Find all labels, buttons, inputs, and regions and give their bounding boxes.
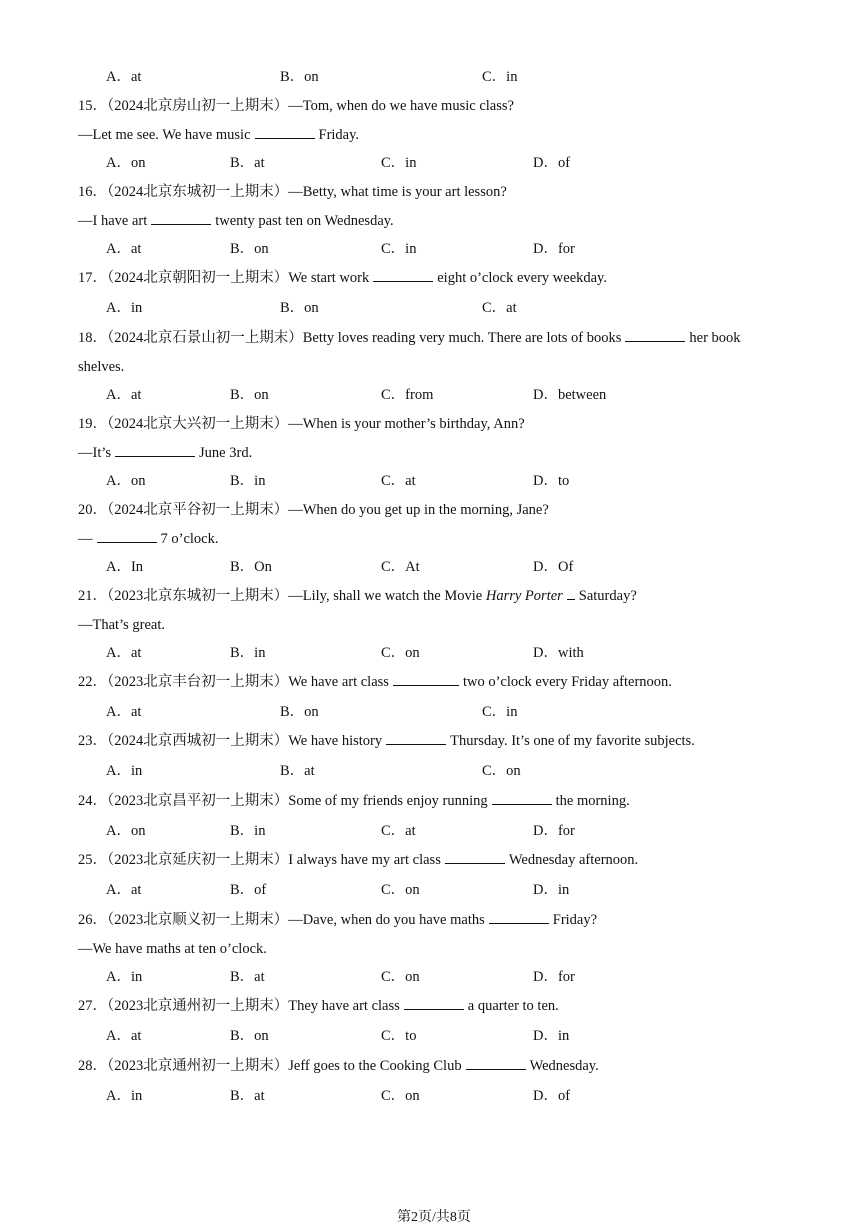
answer-blank (97, 541, 157, 543)
option-b: B．on (230, 241, 269, 257)
text-segment: two o’clock every Friday afternoon. (462, 674, 672, 690)
options-row (0, 466, 868, 496)
options-row (0, 1081, 868, 1111)
text-segment: Saturday? (578, 588, 637, 604)
option-a: A．at (106, 882, 142, 898)
option-c: C．on (381, 969, 420, 985)
question-line (0, 120, 868, 150)
answer-blank (386, 743, 446, 745)
text-segment: Thursday. It’s one of my favorite subjects. (450, 733, 695, 749)
question-text (78, 206, 394, 236)
option-a: A．at (106, 704, 142, 720)
question-line (0, 323, 868, 353)
text-segment: 22．（2023北京丰台初一上期末）We have art class (78, 674, 389, 690)
answer-blank (255, 137, 315, 139)
page-footer: 第2页/共8页 (397, 1210, 471, 1225)
question-text (78, 905, 597, 935)
question-text (78, 438, 252, 468)
question-line (0, 524, 868, 554)
options-row (0, 293, 868, 323)
question-line (0, 610, 868, 640)
option-c: C．on (482, 763, 521, 779)
question-text (78, 120, 359, 150)
option-b: B．at (230, 969, 265, 985)
text-segment: 21．（2023北京东城初一上期末）—Lily, shall we watch the Movie (78, 588, 486, 604)
option-b: B．on (230, 1028, 269, 1044)
option-c: C．in (381, 241, 417, 257)
options-row (0, 148, 868, 178)
option-d: D．for (533, 969, 575, 985)
text-segment: 24．（2023北京昌平初一上期末）Some of my friends enjoy running (78, 793, 488, 809)
answer-blank (151, 223, 211, 225)
answer-blank (625, 340, 685, 342)
option-d: D．Of (533, 559, 574, 575)
text-segment: —We have maths at ten o’clock. (78, 941, 267, 957)
text-segment: 7 o’clock. (160, 531, 219, 547)
text-segment: 15．（2024北京房山初一上期末）—Tom, when do we have music class? (78, 98, 514, 114)
question-text (78, 323, 741, 353)
text-segment: Friday. (318, 127, 360, 143)
option-b: B．in (230, 823, 266, 839)
option-c: C．at (482, 300, 517, 316)
question-line (0, 786, 868, 816)
option-d: D．of (533, 155, 571, 171)
question-text (78, 409, 525, 439)
text-segment: Friday? (552, 912, 598, 928)
text-segment: 19．（2024北京大兴初一上期末）—When is your mother’s birthday, Ann? (78, 416, 525, 432)
text-segment: shelves. (78, 359, 125, 375)
question-line (0, 409, 868, 439)
text-segment: eight o’clock every weekday. (437, 270, 607, 286)
option-c: C．in (482, 69, 518, 85)
option-a: A．at (106, 241, 142, 257)
question-text (78, 845, 638, 875)
option-b: B．of (230, 882, 267, 898)
option-b: B．at (230, 155, 265, 171)
question-line (0, 845, 868, 875)
text-segment: 17．（2024北京朝阳初一上期末）We start work (78, 270, 370, 286)
question-text (78, 495, 549, 525)
text-segment: Wednesday. (529, 1058, 599, 1074)
text-segment: twenty past ten on Wednesday. (215, 213, 394, 229)
option-c: C．at (381, 823, 416, 839)
options-row (0, 962, 868, 992)
question-line (0, 263, 868, 293)
text-segment: 18．（2024北京石景山初一上期末）Betty loves reading very much. There are lots of books (78, 330, 622, 346)
option-a: A．at (106, 387, 142, 403)
question-text (78, 177, 507, 207)
text-segment: a quarter to ten. (467, 998, 559, 1014)
option-b: B．in (230, 473, 266, 489)
options-row (0, 380, 868, 410)
option-a: A．on (106, 155, 146, 171)
question-line (0, 1051, 868, 1081)
question-text (78, 991, 559, 1021)
question-line (0, 726, 868, 756)
question-text (78, 352, 124, 382)
text-segment: 26．（2023北京顺义初一上期末）—Dave, when do you have maths (78, 912, 485, 928)
option-d: D．with (533, 645, 584, 661)
option-c: C．on (381, 1088, 420, 1104)
text-segment: —Let me see. We have music (78, 127, 251, 143)
option-d: D．for (533, 823, 575, 839)
option-b: B．at (280, 763, 315, 779)
option-d: D．in (533, 882, 570, 898)
text-segment: the morning. (555, 793, 630, 809)
text-segment: 20．（2024北京平谷初一上期末）—When do you get up in the morning, Jane? (78, 502, 549, 518)
option-a: A．in (106, 763, 143, 779)
option-b: B．On (230, 559, 272, 575)
question-text (78, 786, 630, 816)
question-line (0, 581, 868, 611)
text-segment: June 3rd. (199, 445, 253, 461)
option-a: A．in (106, 969, 143, 985)
answer-blank (466, 1068, 526, 1070)
question-line (0, 667, 868, 697)
option-a: A．in (106, 1088, 143, 1104)
answer-blank (489, 922, 549, 924)
question-line (0, 177, 868, 207)
option-a: A．at (106, 69, 142, 85)
text-segment: 27．（2023北京通州初一上期末）They have art class (78, 998, 400, 1014)
question-text (78, 610, 165, 640)
question-text (78, 934, 267, 964)
question-line (0, 934, 868, 964)
option-c: C．to (381, 1028, 417, 1044)
question-line (0, 905, 868, 935)
option-a: A．In (106, 559, 144, 575)
question-text (78, 91, 514, 121)
question-line (0, 352, 868, 382)
option-c: C．in (482, 704, 518, 720)
text-segment: 25．（2023北京延庆初一上期末）I always have my art class (78, 852, 441, 868)
option-d: D．in (533, 1028, 570, 1044)
options-row (0, 816, 868, 846)
italic-title-text: Harry Porter (485, 588, 563, 604)
answer-blank (492, 803, 552, 805)
option-a: A．on (106, 823, 146, 839)
option-b: B．on (280, 300, 319, 316)
option-d: D．to (533, 473, 570, 489)
options-row (0, 552, 868, 582)
text-segment: her book (689, 330, 741, 346)
answer-blank (445, 862, 505, 864)
option-d: D．between (533, 387, 607, 403)
text-segment: — (78, 531, 93, 547)
option-a: A．on (106, 473, 146, 489)
options-row (0, 756, 868, 786)
question-line (0, 206, 868, 236)
option-c: C．from (381, 387, 434, 403)
option-c: C．on (381, 882, 420, 898)
question-line (0, 495, 868, 525)
option-a: A．at (106, 1028, 142, 1044)
option-a: A．in (106, 300, 143, 316)
answer-blank (115, 455, 195, 457)
text-segment: 23．（2024北京西城初一上期末）We have history (78, 733, 383, 749)
answer-blank (393, 684, 459, 686)
option-d: D．for (533, 241, 575, 257)
option-c: C．at (381, 473, 416, 489)
option-b: B．on (230, 387, 269, 403)
question-line (0, 991, 868, 1021)
option-b: B．in (230, 645, 266, 661)
question-text (78, 581, 637, 611)
question-text (78, 726, 695, 756)
option-c: C．on (381, 645, 420, 661)
options-row (0, 697, 868, 727)
options-row (0, 234, 868, 264)
option-b: B．on (280, 69, 319, 85)
text-segment: —I have art (78, 213, 148, 229)
options-row (0, 1021, 868, 1051)
options-row (0, 62, 868, 92)
question-text (78, 524, 218, 554)
option-b: B．at (230, 1088, 265, 1104)
answer-blank (567, 598, 575, 600)
option-c: C．At (381, 559, 420, 575)
question-line (0, 438, 868, 468)
options-row (0, 638, 868, 668)
answer-blank (373, 280, 433, 282)
option-a: A．at (106, 645, 142, 661)
option-c: C．in (381, 155, 417, 171)
question-text (78, 1051, 599, 1081)
question-text (78, 263, 607, 293)
answer-blank (404, 1008, 464, 1010)
option-d: D．of (533, 1088, 571, 1104)
text-segment: 16．（2024北京东城初一上期末）—Betty, what time is your art lesson? (78, 184, 507, 200)
text-segment: 28．（2023北京通州初一上期末）Jeff goes to the Cooking Club (78, 1058, 462, 1074)
text-segment: —It’s (78, 445, 112, 461)
question-line (0, 91, 868, 121)
options-row (0, 875, 868, 905)
option-b: B．on (280, 704, 319, 720)
question-text (78, 667, 672, 697)
text-segment: —That’s great. (78, 617, 165, 633)
text-segment: Wednesday afternoon. (508, 852, 639, 868)
